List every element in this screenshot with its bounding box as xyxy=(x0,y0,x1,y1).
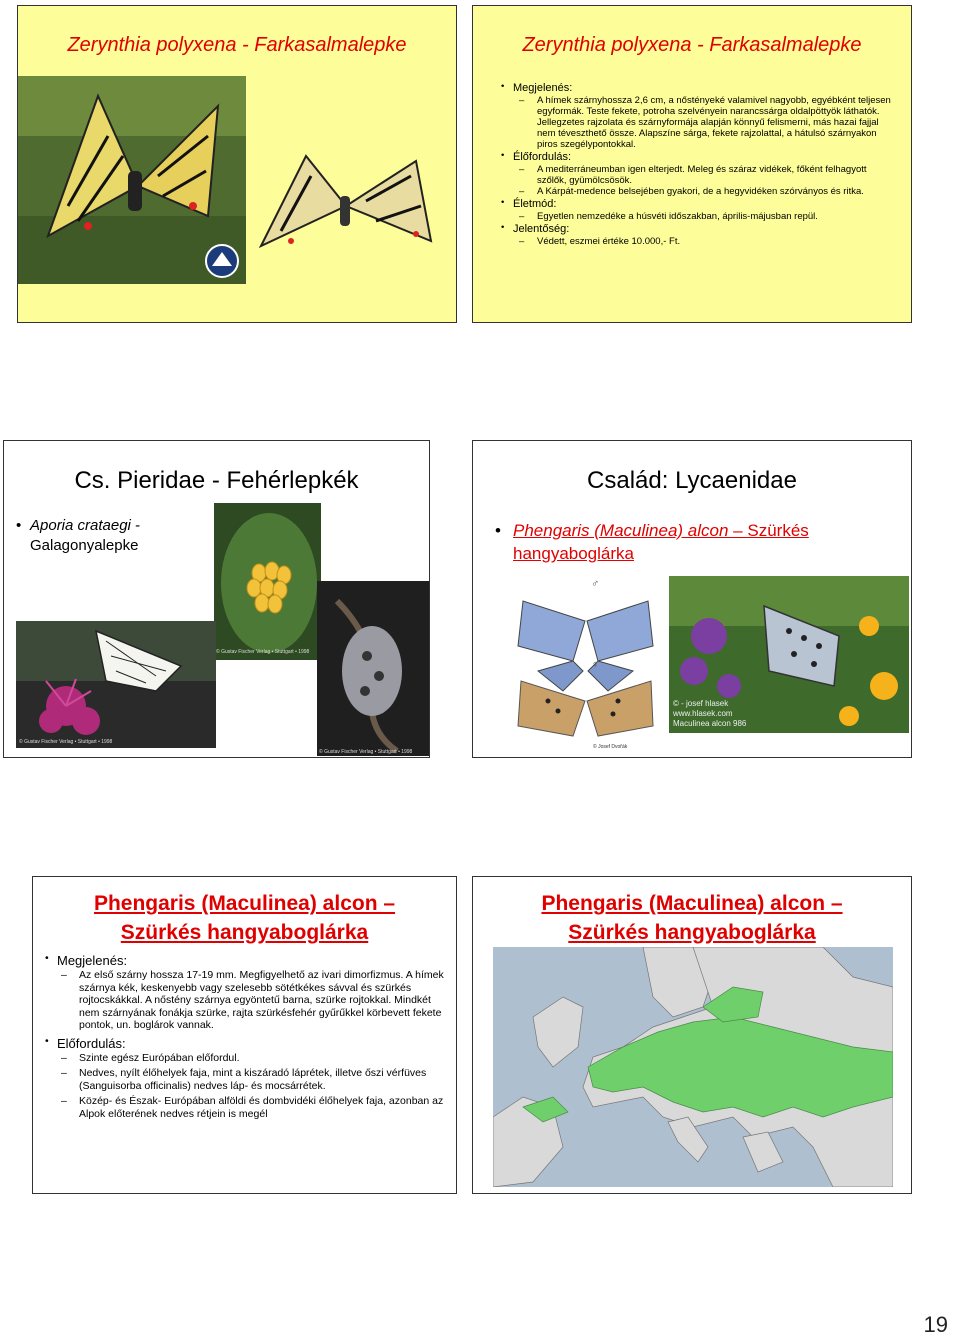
slide-title xyxy=(33,889,456,947)
photo-caption-line: © - josef hlasek xyxy=(673,699,729,708)
butterfly-photo-right xyxy=(246,146,446,266)
slide-pieridae xyxy=(3,440,430,758)
bullet-item: – Az első szárny hossza 17-19 mm. Megfigyelhető az ivari dimorfizmus. A hímek szárnya kék, keskenyebb vagy szelesebb sötétkékes sávval és szürkés rojtocskákkal. A nőstény szárnya egyöntetű barna, szürke rojtokkal. Mindkét nem szárnyának fonákja szürke, rajta szürkésfehér gyűrűkkel körbevett fekete pontok, un. boglárok vannak. xyxy=(61,969,447,1032)
species-common-name: Szürkés hangyaboglárka xyxy=(513,521,809,563)
bullet-item: – Közép- és Észak- Európában alföldi és dombvidéki élőhelyek faja, azonban az Alpok előterének nedves rétjein is megél xyxy=(61,1095,447,1120)
distribution-map xyxy=(493,947,893,1187)
slide-title-line: Szürkés hangyaboglárka xyxy=(120,921,369,944)
slide-body xyxy=(501,81,891,247)
butterfly-on-thistle-photo xyxy=(16,621,216,748)
species-bullet: • Phengaris (Maculinea) alcon – Szürkés hangyaboglárka xyxy=(495,521,809,563)
species-latin-name: Aporia crataegi xyxy=(30,517,131,534)
section-lifestyle xyxy=(501,197,891,222)
slide-title-line: Phengaris (Maculinea) alcon – xyxy=(93,892,396,915)
copyright-label: © Gustav Fischer Verlag • Stuttgart • 1998 xyxy=(319,749,413,755)
photo-caption-line: www.hlasek.com xyxy=(673,709,733,718)
species-latin-name: Phengaris (Maculinea) alcon xyxy=(513,521,729,540)
slide-zerynthia-text xyxy=(472,5,912,323)
bullet-item: – Védett, eszmei értéke 10.000,- Ft. xyxy=(519,236,891,247)
male-female-specimens xyxy=(503,576,668,756)
slide-title-line: Szürkés hangyaboglárka xyxy=(568,921,816,944)
caterpillar-nest-photo xyxy=(317,581,430,756)
bullet-item: – A Kárpát-medence belsejében gyakori, de a hegyvidéken szórványos és ritka. xyxy=(519,186,891,197)
section-heading: Előfordulás: xyxy=(57,1035,126,1051)
section-significance xyxy=(501,222,891,247)
copyright-label: © Gustav Fischer Verlag • Stuttgart • 1998 xyxy=(216,649,310,655)
slide-body xyxy=(45,952,447,1123)
section-heading: Élőfordulás: xyxy=(513,151,572,163)
bullet-item: – Nedves, nyílt élőhelyek faja, mint a kiszáradó láprétek, illetve őszi vérfüves (Sanguisorba officinalis) nedves láp- és mocsárrétek. xyxy=(61,1067,447,1092)
slide-title: Zerynthia polyxena - Farkasalmalepke xyxy=(522,34,862,56)
section-appearance xyxy=(45,952,447,1032)
photo-caption xyxy=(673,699,746,729)
copyright-label: © Gustav Fischer Verlag • Stuttgart • 1998 xyxy=(19,739,113,745)
slide-title: Cs. Pieridae - Fehérlepkék xyxy=(74,467,359,494)
section-heading: Megjelenés: xyxy=(57,953,128,968)
slide-title: Család: Lycaenidae xyxy=(587,467,797,494)
slide-zerynthia-photo xyxy=(17,5,457,323)
male-symbol: ♂ xyxy=(591,578,600,590)
butterfly-photo-left xyxy=(18,76,246,284)
species-separator: – xyxy=(728,521,748,540)
section-heading: Megjelenés: xyxy=(513,82,573,94)
section-heading: Életmód: xyxy=(513,198,557,210)
section-distribution xyxy=(501,150,891,197)
slide-title-line: Phengaris (Maculinea) alcon – xyxy=(541,892,843,915)
female-symbol: ♀ xyxy=(591,659,600,671)
page-number: 19 xyxy=(923,1312,948,1337)
species-bullet: • Aporia crataegi - Galagonyalepke xyxy=(16,517,141,554)
bullet-item: – Szinte egész Európában előfordul. xyxy=(61,1052,447,1065)
slide-lycaenidae xyxy=(472,440,912,758)
photo-caption-line: Maculinea alcon 986 xyxy=(673,719,747,728)
bullet-item: – Egyetlen nemzedéke a húsvéti időszakban, április-májusban repül. xyxy=(519,211,891,222)
slide-alcon-text xyxy=(32,876,457,1194)
bullet-item: – A mediterráneumban igen elterjedt. Meleg és száraz vidékek, főként felhagyott szőlők, gyümölcsösök. xyxy=(519,164,891,186)
eggs-photo xyxy=(214,503,321,660)
photo-credit: © Josef Dvořák xyxy=(593,744,628,750)
section-distribution xyxy=(45,1035,447,1121)
section-appearance xyxy=(501,81,891,150)
slide-title xyxy=(473,889,911,947)
species-common-name: - Galagonyalepke xyxy=(30,517,141,554)
bullet-item: – A hímek szárnyhossza 2,6 cm, a nőstényeké valamivel nagyobb, egyébként teljesen egyformák. Teste fekete, potroha szelvényein narancssárga oldalpöttyök láthatók. Jellegzetes rajzolata és szárnyformája alapján könnyű felismerni, más hazai fajjal nem téveszthető össze. Alapszíne sárga, fekete rajzolattal, a hátulsó szárnyakon piros szegélypontokkal. xyxy=(519,95,891,150)
section-heading: Jelentőség: xyxy=(513,223,570,235)
slide-title: Zerynthia polyxena - Farkasalmalepke xyxy=(67,34,407,56)
slide-alcon-map xyxy=(472,876,912,1194)
